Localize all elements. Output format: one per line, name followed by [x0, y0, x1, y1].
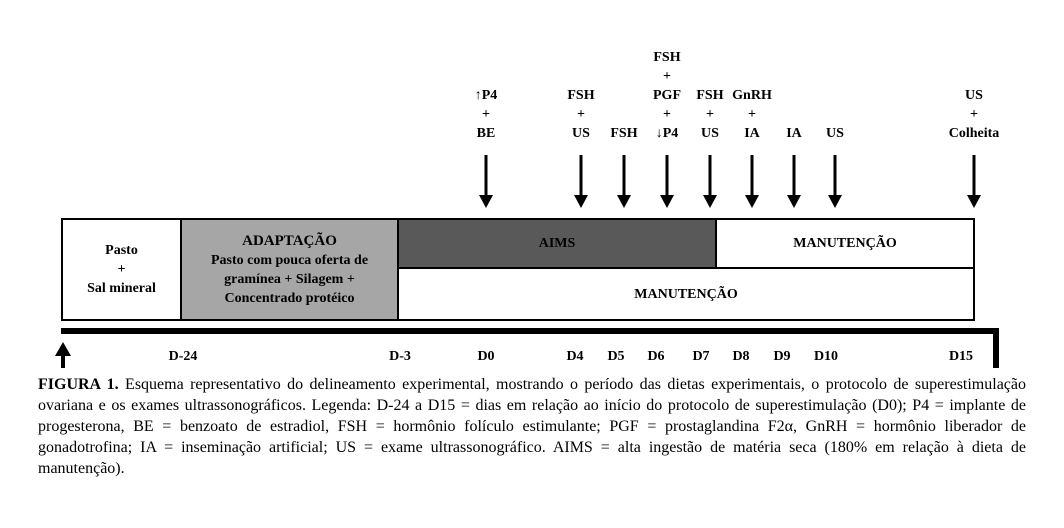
caption-label: FIGURA 1. [38, 376, 119, 393]
manutencao-bottom-label: MANUTENÇÃO [634, 286, 738, 302]
adaptacao-line1: Pasto com pouca oferta de [210, 252, 369, 268]
event-label-line: US [826, 126, 844, 141]
event-label-line: US [701, 126, 719, 141]
down-arrow-shaft [623, 155, 626, 196]
event-label-line: BE [476, 126, 496, 141]
event-label-d7 [696, 86, 723, 143]
box-adaptacao [180, 218, 399, 321]
event-label-line: + [663, 107, 671, 122]
event-label-line: Colheita [948, 126, 1000, 141]
down-arrow-icon [703, 195, 717, 208]
event-label-line: + [482, 107, 490, 122]
event-label-line: + [663, 69, 671, 84]
event-label-line: ↑P4 [474, 88, 498, 103]
event-label-line: US [572, 126, 590, 141]
start-up-arrow-shaft [61, 354, 65, 368]
timeline-bar [61, 328, 999, 334]
down-arrow-icon [479, 195, 493, 208]
pasto-line2: + [117, 262, 126, 277]
event-label-line: PGF [653, 88, 681, 103]
down-arrow-icon [828, 195, 842, 208]
manutencao-top-label: MANUTENÇÃO [793, 236, 897, 251]
event-label-line: + [970, 107, 978, 122]
event-label-line: + [748, 107, 756, 122]
event-label-d10 [826, 124, 844, 143]
adaptacao-line2: gramínea + Silagem + [224, 271, 355, 287]
event-label-d0 [475, 86, 498, 143]
event-label-line: FSH [653, 50, 681, 65]
event-label-d8 [732, 86, 772, 143]
day-label-d5: D5 [607, 349, 625, 364]
event-label-d15 [949, 86, 1000, 143]
down-arrow-icon [617, 195, 631, 208]
day-label-d4: D4 [566, 349, 584, 364]
down-arrow-icon [745, 195, 759, 208]
day-label-d6: D6 [647, 349, 665, 364]
box-pasto [61, 218, 182, 321]
down-arrow-icon [660, 195, 674, 208]
event-label-line: IA [786, 126, 802, 141]
day-label-d7: D7 [692, 349, 710, 364]
event-label-line: + [577, 107, 585, 122]
event-label-line: GnRH [732, 88, 772, 103]
event-label-line: + [706, 107, 714, 122]
down-arrow-shaft [834, 155, 837, 196]
timeline-end-tick [993, 328, 999, 368]
event-label-d9 [786, 124, 802, 143]
box-aims [397, 218, 717, 269]
event-label-line: FSH [567, 88, 595, 103]
down-arrow-icon [967, 195, 981, 208]
pasto-line1: Pasto [105, 243, 138, 258]
down-arrow-shaft [793, 155, 796, 196]
event-label-line: FSH [696, 88, 724, 103]
down-arrow-icon [574, 195, 588, 208]
day-label-d-3: D-3 [389, 349, 411, 364]
event-label-d4 [567, 86, 594, 143]
day-label-d10: D10 [813, 349, 839, 364]
event-label-line: IA [744, 126, 760, 141]
adaptacao-line3: Concentrado protéico [224, 290, 355, 306]
down-arrow-icon [787, 195, 801, 208]
day-label-d9: D9 [773, 349, 791, 364]
down-arrow-shaft [709, 155, 712, 196]
event-label-d6 [653, 48, 681, 143]
day-label-d-24: D-24 [168, 349, 198, 364]
down-arrow-shaft [973, 155, 976, 196]
down-arrow-shaft [485, 155, 488, 196]
down-arrow-shaft [666, 155, 669, 196]
event-label-d5 [610, 124, 637, 143]
event-label-line: FSH [610, 126, 638, 141]
aims-label: AIMS [538, 236, 576, 251]
caption-text: Esquema representativo do delineamento experimental, mostrando o período das dietas experimentais, o protocolo de superestimulação ovariana e os exames ultrassonográficos. Legenda: D-24 a D15 = dias em relação ao início do protocolo de superestimulação (D0); P4 = implante de progesterona, BE = benzoato de estradiol, FSH = hormônio folículo estimulante; PGF = prostaglandina F2α, GnRH = hormônio liberador de gonadotrofina; IA = inseminação artificial; US = exame ultrassonográfico. AIMS = alta ingestão de matéria seca (180% em relação à dieta de manutenção). [38, 376, 1027, 477]
adaptacao-title: ADAPTAÇÃO [242, 232, 337, 249]
down-arrow-shaft [751, 155, 754, 196]
box-manutencao-bottom [397, 267, 975, 321]
day-label-d0: D0 [477, 349, 495, 364]
day-label-d8: D8 [732, 349, 750, 364]
down-arrow-shaft [580, 155, 583, 196]
event-label-line: ↓P4 [655, 126, 679, 141]
event-label-line: US [965, 88, 983, 103]
box-manutencao-top [715, 218, 975, 269]
figure-caption [38, 374, 1026, 479]
pasto-line3: Sal mineral [87, 281, 156, 296]
day-label-d15: D15 [948, 349, 974, 364]
